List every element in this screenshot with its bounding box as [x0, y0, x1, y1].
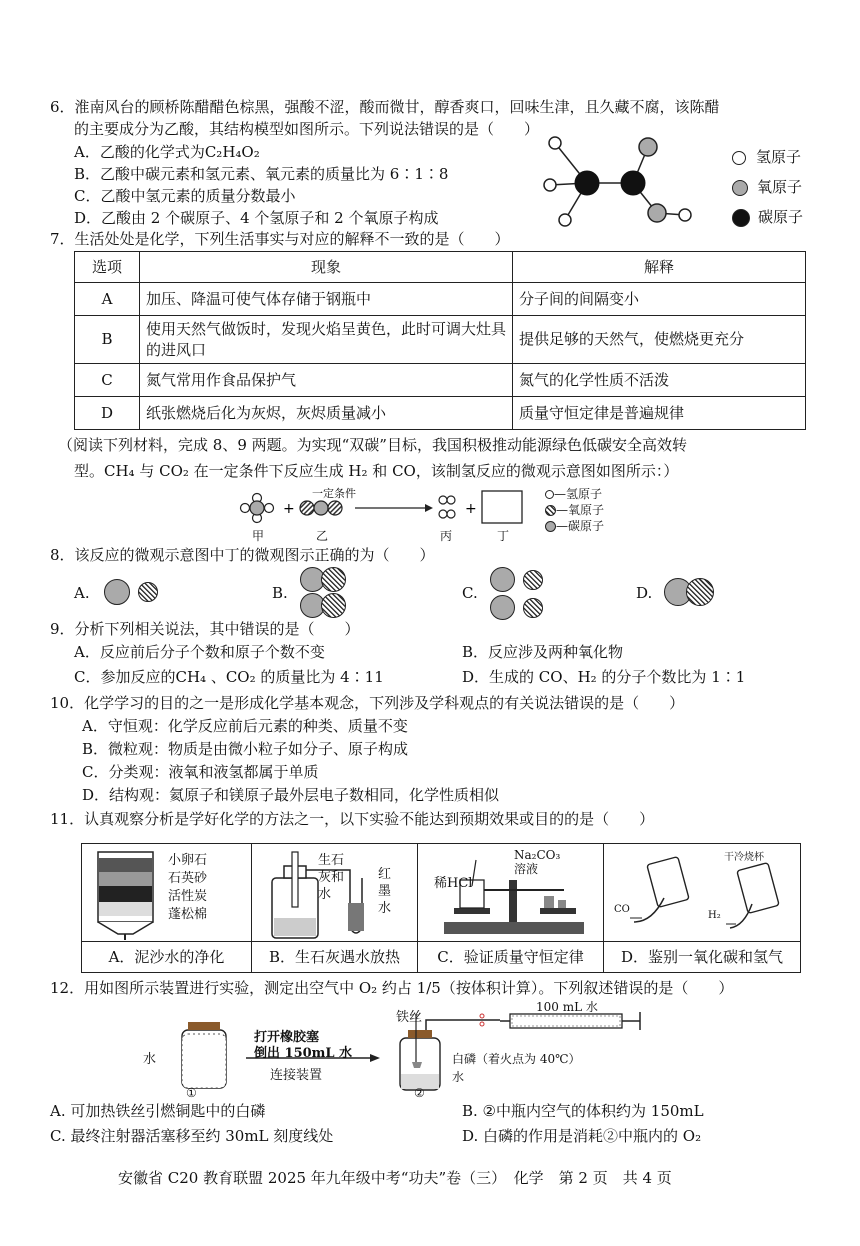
legend-oxygen: 氧原子	[757, 178, 803, 196]
q8-option-c-figure	[490, 567, 550, 620]
experiment-a	[82, 844, 252, 972]
q11-experiments-panel	[81, 843, 801, 973]
reaction-legend: —氢原子 —氧原子 —碳原子	[545, 486, 604, 534]
reaction-diagram	[235, 488, 540, 532]
q6-option-a: A．乙酸的化学式为C₂H₄O₂	[74, 143, 260, 161]
label-na2co3: Na₂CO₃	[514, 848, 561, 862]
legend2-oxygen: 氧原子	[568, 503, 605, 517]
table-cell: C	[75, 364, 140, 397]
q6-option-d: D．乙酸由 2 个碳原子、4 个氢原子和 2 个氧原子构成	[74, 209, 439, 227]
table-cell: 氮气的化学性质不活泼	[513, 364, 806, 397]
q12-option-a: A. 可加热铁丝引燃铜匙中的白磷	[50, 1102, 266, 1120]
q12-water2-label: 水	[452, 1070, 465, 1084]
table-row	[75, 364, 806, 397]
legend-carbon: 碳原子	[758, 208, 804, 226]
legend-hydrogen: 氢原子	[756, 148, 802, 166]
label-ding: 丁	[497, 529, 510, 543]
label-bing: 丙	[440, 529, 453, 543]
q6-stem-line2: 的主要成分为乙酸，其结构模型如图所示。下列说法错误的是（ ）	[74, 120, 540, 138]
acetic-acid-model-figure	[535, 135, 705, 235]
q8-option-a-label: A.	[74, 584, 90, 602]
reaction-condition: 一定条件	[312, 487, 356, 500]
label-quartz-sand: 石英砂	[168, 871, 208, 886]
q9-option-b: B．反应涉及两种氧化物	[462, 643, 624, 661]
q10-option-c: C．分类观：液氧和液氢都属于单质	[82, 763, 319, 781]
q7-stem: 7．生活处处是化学，下列生活事实与对应的解释不一致的是（ ）	[50, 230, 510, 248]
q12-num2: ②	[414, 1086, 425, 1100]
q12-arrow-text1: 打开橡胶塞	[254, 1030, 320, 1045]
q12-water-label: 水	[143, 1052, 157, 1067]
table-row	[75, 316, 806, 364]
q10-stem: 10．化学学习的目的之一是形成化学基本观念，下列涉及学科观点的有关说法错误的是（ ）	[50, 694, 685, 712]
label-b-3: 水	[318, 887, 332, 902]
filter-layer-labels	[168, 852, 207, 924]
q8-option-d-label: D.	[636, 584, 653, 602]
table-cell: 质量守恒定律是普遍规律	[513, 397, 806, 430]
experiment-b	[252, 844, 418, 972]
table-cell: 使用天然气做饭时，发现火焰呈黄色，此时可调大灶具的进风口	[140, 316, 513, 364]
red-ink-label	[378, 866, 391, 917]
q8-stem: 8．该反应的微观示意图中丁的微观图示正确的为（ ）	[50, 546, 435, 564]
q6-option-c: C．乙酸中氢元素的质量分数最小	[74, 187, 296, 205]
q11-stem: 11．认真观察分析是学好化学的方法之一，以下实验不能达到预期效果或目的的是（ ）	[50, 810, 655, 828]
q6-legend	[732, 146, 803, 236]
table-cell: A	[75, 283, 140, 316]
q9-option-a: A．反应前后分子个数和原子个数不变	[74, 643, 325, 661]
table-cell: 提供足够的天然气，使燃烧更充分	[513, 316, 806, 364]
label-b-1: 生石	[318, 853, 345, 868]
q8-option-b-label: B.	[272, 584, 288, 602]
q9-option-d: D．生成的 CO、H₂ 的分子个数比为 1∶1	[462, 668, 746, 686]
table-cell: 分子间的间隔变小	[513, 283, 806, 316]
label-yi: 乙	[316, 529, 329, 543]
q7-table	[74, 251, 806, 430]
table-header-explanation: 解释	[513, 252, 806, 283]
balance-figure	[424, 850, 600, 942]
filter-column-figure	[88, 850, 168, 940]
q12-stem: 12．用如图所示装置进行实验，测定出空气中 O₂ 约占 1/5（按体积计算）。下列叙述错误的是（ ）	[50, 979, 734, 997]
legend2-hydrogen: 氢原子	[566, 487, 603, 501]
table-row	[75, 397, 806, 430]
hcl-label: 稀HCl	[434, 876, 473, 891]
q10-option-a: A．守恒观：化学反应前后元素的种类、质量不变	[82, 717, 408, 735]
q8-option-c-label: C.	[462, 584, 478, 602]
page-footer: 安徽省 C20 教育联盟 2025 年九年级中考“功夫”卷（三） 化学 第 2 页 共 4 页	[118, 1169, 672, 1187]
table-cell: 纸张燃烧后化为灰烬，灰烬质量减小	[140, 397, 513, 430]
caption-a: A．泥沙水的净化	[82, 941, 251, 972]
h2-label: H₂	[708, 910, 721, 921]
svg-text:+: +	[283, 501, 295, 517]
label-solution: 溶液	[514, 862, 539, 876]
table-cell: D	[75, 397, 140, 430]
q12-arrow-text2: 倒出 150mL 水	[254, 1046, 353, 1061]
table-header-option: 选项	[75, 252, 140, 283]
table-row	[75, 283, 806, 316]
gas-identification-figure	[612, 852, 792, 940]
q12-option-b: B. ②中瓶内空气的体积约为 150mL	[462, 1102, 704, 1120]
caption-d: D．鉴别一氧化碳和氢气	[604, 941, 800, 972]
label-pebbles: 小卵石	[168, 853, 208, 868]
quicklime-labels	[318, 852, 344, 903]
table-cell: B	[75, 316, 140, 364]
label-b-5: 墨	[378, 884, 392, 899]
q12-wire-label: 铁丝	[396, 1010, 423, 1025]
caption-c: C．验证质量守恒定律	[418, 941, 603, 972]
q8-option-b-figure	[300, 567, 356, 618]
label-b-6: 水	[378, 901, 392, 916]
q6-stem-line1: 6．淮南风台的顾桥陈醋醋色棕黑，强酸不涩，酸而微甘，醇香爽口，回味生津，且久藏不腐，该陈醋	[50, 98, 720, 116]
svg-text:+: +	[465, 501, 477, 517]
reading-line2: 型。CH₄ 与 CO₂ 在一定条件下反应生成 H₂ 和 CO，该制氢反应的微观示意图如图所示：）	[74, 462, 679, 480]
experiment-c	[418, 844, 604, 972]
q12-option-d: D. 白磷的作用是消耗②中瓶内的 O₂	[462, 1127, 702, 1145]
q8-option-d-figure	[664, 578, 714, 606]
na2co3-label	[514, 848, 560, 876]
q9-option-c: C．参加反应的CH₄ 、CO₂ 的质量比为 4∶11	[74, 668, 384, 686]
label-jia: 甲	[252, 529, 265, 543]
q12-phosphorus-label: 白磷（着火点为 40℃）	[452, 1052, 581, 1066]
q12-syringe-label: 100 mL 水	[536, 1000, 598, 1014]
label-activated-carbon: 活性炭	[168, 889, 208, 904]
q12-option-c: C. 最终注射器活塞移至约 30mL 刻度线处	[50, 1127, 334, 1145]
table-header-phenomenon: 现象	[140, 252, 513, 283]
label-cotton: 蓬松棉	[168, 907, 208, 922]
q6-option-b: B．乙酸中碳元素和氢元素、氧元素的质量比为 6∶1∶8	[74, 165, 449, 183]
caption-b: B．生石灰遇水放热	[252, 941, 417, 972]
q9-stem: 9．分析下列相关说法，其中错误的是（ ）	[50, 620, 360, 638]
table-cell: 氮气常用作食品保护气	[140, 364, 513, 397]
dry-beaker-label: 干冷烧杯	[724, 852, 764, 863]
co-label: CO	[614, 904, 630, 915]
label-b-4: 红	[378, 867, 392, 882]
label-b-2: 灰和	[318, 870, 345, 885]
table-cell: 加压、降温可使气体存储于钢瓶中	[140, 283, 513, 316]
q12-arrow-text3: 连接装置	[270, 1068, 323, 1083]
legend2-carbon: 碳原子	[568, 519, 605, 533]
experiment-d	[604, 844, 800, 972]
q12-num1: ①	[186, 1086, 197, 1100]
q10-option-b: B．微粒观：物质是由微小粒子如分子、原子构成	[82, 740, 409, 758]
reading-line1: （阅读下列材料，完成 8、9 两题。为实现“双碳”目标，我国积极推动能源绿色低碳安全高效转	[58, 436, 687, 454]
q8-option-a-figure	[104, 579, 158, 609]
q10-option-d: D．结构观：氦原子和镁原子最外层电子数相同，化学性质相似	[82, 786, 500, 804]
